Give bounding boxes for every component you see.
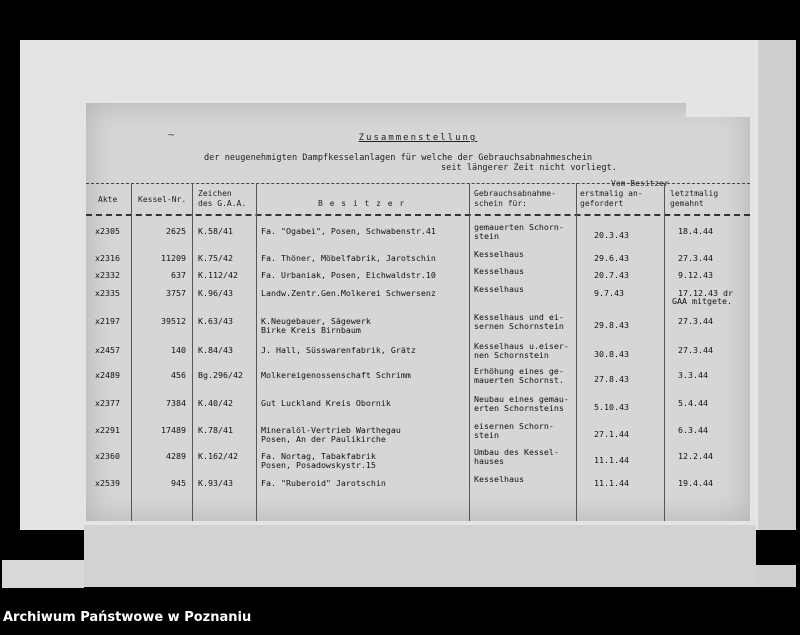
header-akte: Akte xyxy=(98,195,118,204)
cell-akte: x2360 xyxy=(95,451,120,461)
header-erstmalig-2: gefordert xyxy=(580,199,624,208)
header-erstmalig-1: erstmalig an- xyxy=(580,189,643,198)
cell-kessel: 140 xyxy=(171,345,186,355)
left-paper-strip xyxy=(2,560,84,588)
cell-besitzer: Fa. Urbaniak, Posen, Eichwaldstr.10 xyxy=(261,270,436,280)
header-zeichen-1: Zeichen xyxy=(198,189,232,198)
cell-zeichen: K.93/43 xyxy=(198,478,233,488)
cell-schein: mauerten Schornst. xyxy=(474,375,564,385)
cell-besitzer: Gut Luckland Kreis Obornik xyxy=(261,398,391,408)
cell-besitzer: Mineralöl-Vertrieb Warthegau xyxy=(261,425,401,435)
cell-kessel: 2625 xyxy=(166,226,186,236)
right-paper-strip xyxy=(756,565,796,587)
cell-besitzer: Fa. Nortag, Tabakfabrik xyxy=(261,451,376,461)
cell-kessel: 4289 xyxy=(166,451,186,461)
cell-kessel: 39512 xyxy=(161,316,186,326)
cell-erstmalig: 20.7.43 xyxy=(594,270,629,280)
cell-letztmalig: 5.4.44 xyxy=(678,398,708,408)
cell-besitzer: Posen, An der Paulikirche xyxy=(261,434,386,444)
cell-kessel: 7384 xyxy=(166,398,186,408)
header-letztmalig-2: gemahnt xyxy=(670,199,704,208)
cell-akte: x2291 xyxy=(95,425,120,435)
cell-erstmalig: 27.8.43 xyxy=(594,374,629,384)
cell-letztmalig: 12.2.44 xyxy=(678,451,713,461)
torn-corner xyxy=(686,103,750,117)
cell-akte: x2305 xyxy=(95,226,120,236)
cell-letztmalig: 19.4.44 xyxy=(678,478,713,488)
cell-schein: eisernen Schorn- xyxy=(474,421,554,431)
cell-besitzer: Landw.Zentr.Gen.Molkerei Schwersenz xyxy=(261,288,436,298)
cell-zeichen: K.112/42 xyxy=(198,270,238,280)
cell-letztmalig: 27.3.44 xyxy=(678,345,713,355)
cell-akte: x2332 xyxy=(95,270,120,280)
column-divider xyxy=(469,183,470,521)
cell-erstmalig: 30.8.43 xyxy=(594,349,629,359)
cell-besitzer: Fa. "Ruberoid" Jarotschin xyxy=(261,478,386,488)
header-letztmalig-1: letztmalig xyxy=(670,189,719,198)
cell-letztmalig: 18.4.44 xyxy=(678,226,713,236)
document-sheet xyxy=(86,103,750,521)
cell-schein: stein xyxy=(474,231,499,241)
cell-besitzer: Birke Kreis Birnbaum xyxy=(261,325,361,335)
column-divider xyxy=(256,183,257,521)
cell-zeichen: K.58/41 xyxy=(198,226,233,236)
cell-kessel: 11209 xyxy=(161,253,186,263)
lower-paper-strip xyxy=(84,525,756,587)
cell-akte: x2316 xyxy=(95,253,120,263)
document-subtitle-line1: der neugenehmigten Dampfkesselanlagen für welche der Gebrauchsabnahmeschein xyxy=(204,153,593,163)
cell-letztmalig: 3.3.44 xyxy=(678,370,708,380)
cell-letztmalig: 27.3.44 xyxy=(678,253,713,263)
cell-zeichen: K.84/43 xyxy=(198,345,233,355)
pen-mark: ~ xyxy=(168,128,175,141)
header-bottom-rule xyxy=(86,214,750,216)
cell-erstmalig: 29.6.43 xyxy=(594,253,629,263)
cell-kessel: 17489 xyxy=(161,425,186,435)
cell-schein: erten Schornsteins xyxy=(474,403,564,413)
cell-schein: Kesselhaus xyxy=(474,266,524,276)
cell-kessel: 456 xyxy=(171,370,186,380)
cell-zeichen: K.63/43 xyxy=(198,316,233,326)
header-zeichen-2: des G.A.A. xyxy=(198,199,247,208)
cell-zeichen: Bg.296/42 xyxy=(198,370,243,380)
cell-schein: Umbau des Kessel- xyxy=(474,447,559,457)
cell-schein: Neubau eines gemau- xyxy=(474,394,569,404)
header-kessel: Kessel-Nr. xyxy=(138,195,187,204)
cell-erstmalig: 9.7.43 xyxy=(594,288,624,298)
cell-erstmalig: 11.1.44 xyxy=(594,478,629,488)
cell-kessel: 3757 xyxy=(166,288,186,298)
cell-akte: x2539 xyxy=(95,478,120,488)
archive-credit: Archiwum Państwowe w Poznaniu xyxy=(3,610,252,625)
cell-erstmalig: 20.3.43 xyxy=(594,230,629,240)
cell-erstmalig: 11.1.44 xyxy=(594,455,629,465)
cell-schein: gemauerten Schorn- xyxy=(474,222,564,232)
header-schein-2: schein für: xyxy=(474,199,527,208)
column-divider xyxy=(131,183,132,521)
header-schein-1: Gebrauchsabnahme- xyxy=(474,189,556,198)
cell-letztmalig: 6.3.44 xyxy=(678,425,708,435)
header-besitzer: B e s i t z e r xyxy=(318,199,406,208)
cell-kessel: 637 xyxy=(171,270,186,280)
cell-zeichen: K.96/43 xyxy=(198,288,233,298)
cell-besitzer: Fa. Thöner, Möbelfabrik, Jarotschin xyxy=(261,253,436,263)
document-subtitle-line2: seit längerer Zeit nicht vorliegt. xyxy=(441,163,617,173)
cell-schein: Kesselhaus und ei- xyxy=(474,312,564,322)
cell-letztmalig: 17.12.43 dr xyxy=(678,288,733,298)
cell-schein: hauses xyxy=(474,456,504,466)
cell-letztmalig: 27.3.44 xyxy=(678,316,713,326)
cell-letztmalig: 9.12.43 xyxy=(678,270,713,280)
cell-zeichen: K.162/42 xyxy=(198,451,238,461)
cell-schein: Kesselhaus xyxy=(474,474,524,484)
cell-besitzer: Posen, Posadowskystr.15 xyxy=(261,460,376,470)
cell-erstmalig: 27.1.44 xyxy=(594,429,629,439)
column-divider xyxy=(664,183,665,521)
cell-schein: Kesselhaus u.eiser- xyxy=(474,341,569,351)
cell-besitzer: K.Neugebauer, Sägewerk xyxy=(261,316,371,326)
cell-letztmalig-note: GAA mitgete. xyxy=(672,296,732,306)
photo-card-edge xyxy=(758,40,796,530)
cell-zeichen: K.78/41 xyxy=(198,425,233,435)
cell-besitzer: Molkereigenossenschaft Schrimm xyxy=(261,370,411,380)
cell-akte: x2377 xyxy=(95,398,120,408)
column-divider xyxy=(192,183,193,521)
cell-besitzer: Fa. "Ogabei", Posen, Schwabenstr.41 xyxy=(261,226,436,236)
cell-kessel: 945 xyxy=(171,478,186,488)
cell-schein: nen Schornstein xyxy=(474,350,549,360)
cell-schein: Erhöhung eines ge- xyxy=(474,366,564,376)
cell-akte: x2457 xyxy=(95,345,120,355)
cell-akte: x2489 xyxy=(95,370,120,380)
cell-schein: Kesselhaus xyxy=(474,249,524,259)
cell-schein: Kesselhaus xyxy=(474,284,524,294)
cell-schein: sernen Schornstein xyxy=(474,321,564,331)
column-divider xyxy=(576,183,577,521)
cell-schein: stein xyxy=(474,430,499,440)
header-vom-besitzer: Vom Besitzer xyxy=(611,179,669,188)
cell-erstmalig: 29.8.43 xyxy=(594,320,629,330)
cell-zeichen: K.75/42 xyxy=(198,253,233,263)
document-title: Zusammenstellung xyxy=(358,133,478,143)
cell-akte: x2335 xyxy=(95,288,120,298)
cell-zeichen: K.40/42 xyxy=(198,398,233,408)
cell-erstmalig: 5.10.43 xyxy=(594,402,629,412)
cell-besitzer: J. Hall, Süsswarenfabrik, Grätz xyxy=(261,345,416,355)
cell-akte: x2197 xyxy=(95,316,120,326)
